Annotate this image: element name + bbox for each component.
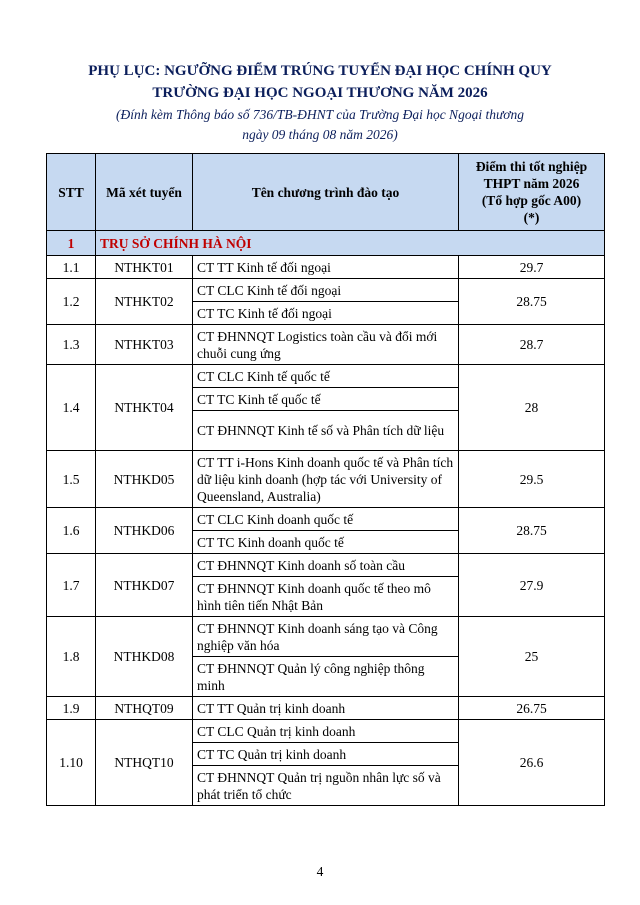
row-score: 26.75 (459, 697, 605, 720)
row-program: CT CLC Kinh doanh quốc tế (193, 508, 459, 531)
header-score-line-1: Điểm thi tốt nghiệp (475, 159, 588, 174)
row-program: CT TC Quản trị kinh doanh (193, 743, 459, 766)
row-code: NTHKD05 (96, 451, 193, 508)
row-stt: 1.5 (47, 451, 96, 508)
row-program: CT ĐHNNQT Logistics toàn cầu và đổi mới chuỗi cung ứng (193, 325, 459, 365)
table-row (47, 554, 605, 577)
doc-title-line-1: PHỤ LỤC: NGƯỠNG ĐIỂM TRÚNG TUYỂN ĐẠI HỌC CHÍNH QUY (88, 63, 552, 79)
row-code: NTHKT02 (96, 279, 193, 325)
row-program: CT TT i-Hons Kinh doanh quốc tế và Phân tích dữ liệu kinh doanh (hợp tác với University of Queensland, Australia) (193, 451, 459, 508)
row-stt: 1.10 (47, 720, 96, 806)
row-code: NTHKT01 (96, 256, 193, 279)
row-code: NTHQT09 (96, 697, 193, 720)
table-row (47, 720, 605, 743)
header-score-line-4: (*) (523, 210, 540, 225)
header-score-line-3: (Tổ hợp gốc A00) (481, 193, 582, 208)
table-row (47, 256, 605, 279)
row-stt: 1.4 (47, 365, 96, 451)
row-score: 28.7 (459, 325, 605, 365)
row-program: CT CLC Kinh tế quốc tế (193, 365, 459, 388)
row-program: CT CLC Quản trị kinh doanh (193, 720, 459, 743)
row-stt: 1.3 (47, 325, 96, 365)
row-program: CT TC Kinh doanh quốc tế (193, 531, 459, 554)
admission-score-table (46, 153, 605, 806)
row-program: CT TC Kinh tế đối ngoại (193, 302, 459, 325)
row-program: CT TC Kinh tế quốc tế (193, 388, 459, 411)
section-number: 1 (47, 231, 96, 256)
header-score-line-2: THPT năm 2026 (483, 176, 580, 191)
row-stt: 1.8 (47, 617, 96, 697)
table-row (47, 617, 605, 657)
row-program: CT ĐHNNQT Kinh doanh quốc tế theo mô hình tiên tiến Nhật Bản (193, 577, 459, 617)
row-stt: 1.6 (47, 508, 96, 554)
row-score: 29.5 (459, 451, 605, 508)
row-score: 26.6 (459, 720, 605, 806)
row-program: CT ĐHNNQT Quản trị nguồn nhân lực số và phát triển tổ chức (193, 766, 459, 806)
row-program: CT TT Quản trị kinh doanh (193, 697, 459, 720)
row-score: 27.9 (459, 554, 605, 617)
section-row (47, 231, 605, 256)
row-score: 28.75 (459, 508, 605, 554)
doc-title-line-2: TRƯỜNG ĐẠI HỌC NGOẠI THƯƠNG NĂM 2026 (152, 85, 488, 101)
section-name: TRỤ SỞ CHÍNH HÀ NỘI (96, 231, 605, 256)
header-code: Mã xét tuyển (96, 154, 193, 231)
doc-subtitle-line-1: (Đính kèm Thông báo số 736/TB-ĐHNT của Trường Đại học Ngoại thương (115, 107, 525, 122)
row-code: NTHKT04 (96, 365, 193, 451)
row-code: NTHKD07 (96, 554, 193, 617)
table-row (47, 451, 605, 508)
row-stt: 1.1 (47, 256, 96, 279)
row-program: CT ĐHNNQT Quản lý công nghiệp thông minh (193, 657, 459, 697)
header-score (459, 154, 605, 231)
row-stt: 1.9 (47, 697, 96, 720)
table-header-row (47, 154, 605, 231)
row-code: NTHQT10 (96, 720, 193, 806)
table-row (47, 508, 605, 531)
page-number: 4 (316, 864, 324, 879)
row-code: NTHKD06 (96, 508, 193, 554)
row-stt: 1.7 (47, 554, 96, 617)
row-code: NTHKD08 (96, 617, 193, 697)
row-code: NTHKT03 (96, 325, 193, 365)
table-row (47, 697, 605, 720)
row-stt: 1.2 (47, 279, 96, 325)
row-program: CT TT Kinh tế đối ngoại (193, 256, 459, 279)
row-score: 28 (459, 365, 605, 451)
row-program: CT ĐHNNQT Kinh doanh số toàn cầu (193, 554, 459, 577)
table-row (47, 325, 605, 365)
row-program: CT ĐHNNQT Kinh tế số và Phân tích dữ liệu (193, 411, 459, 451)
doc-subtitle-line-2: ngày 09 tháng 08 năm 2026) (242, 127, 398, 142)
row-program: CT ĐHNNQT Kinh doanh sáng tạo và Công nghiệp văn hóa (193, 617, 459, 657)
header-program: Tên chương trình đào tạo (193, 154, 459, 231)
header-stt: STT (47, 154, 96, 231)
table-row (47, 279, 605, 302)
row-program: CT CLC Kinh tế đối ngoại (193, 279, 459, 302)
row-score: 25 (459, 617, 605, 697)
row-score: 28.75 (459, 279, 605, 325)
row-score: 29.7 (459, 256, 605, 279)
table-row (47, 365, 605, 388)
